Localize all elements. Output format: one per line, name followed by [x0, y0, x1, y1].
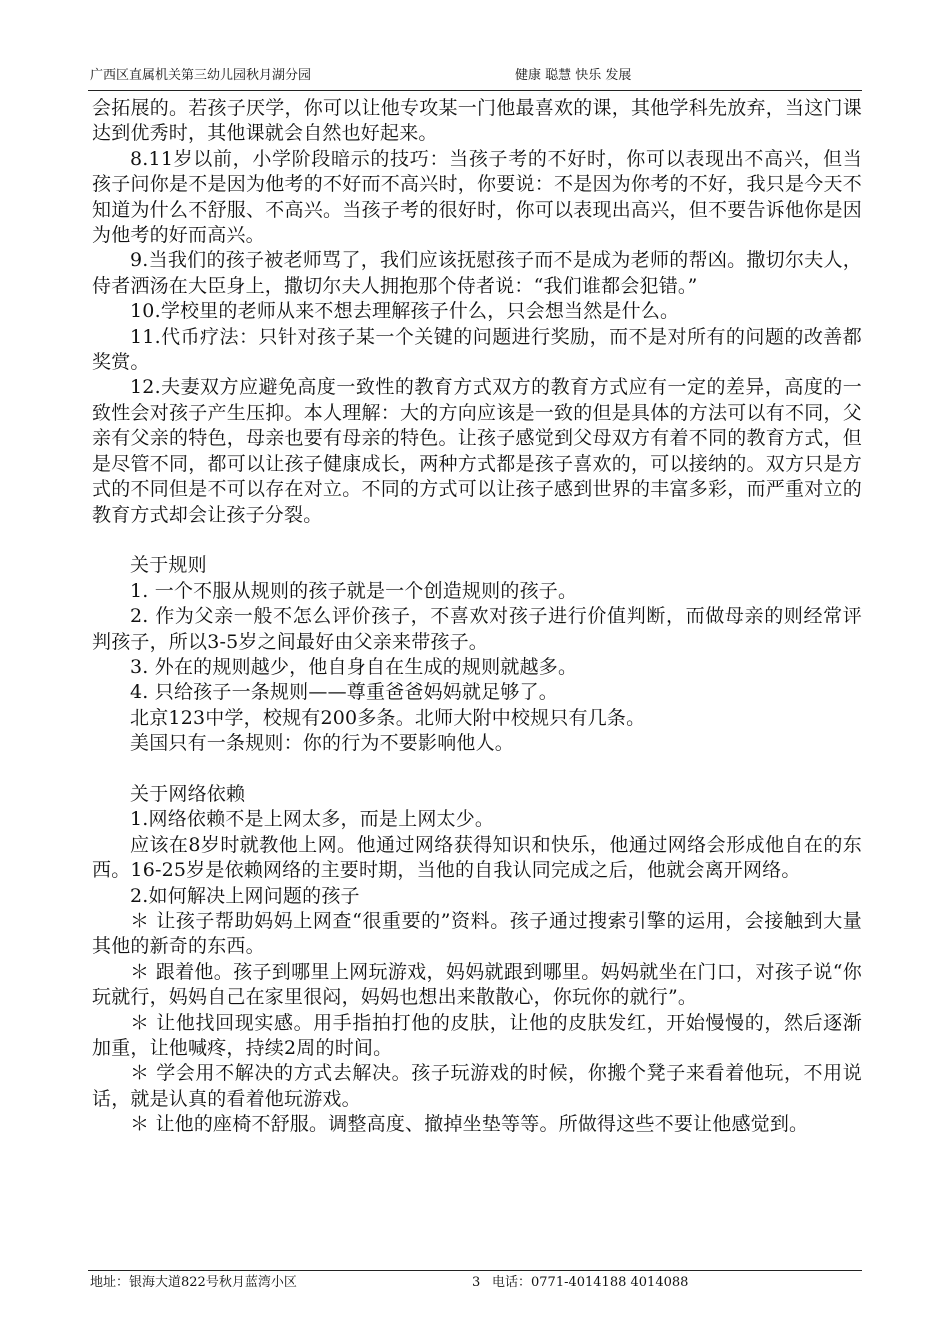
paragraph-item-12: 12.夫妻双方应避免高度一致性的教育方式双方的教育方式应有一定的差异，高度的一致性会对孩子产生压抑。本人理解：大的方向应该是一致的但是具体的方法可以有不同，父亲有父亲的特色，母亲也要有母亲的特色。让孩子感觉到父母双方有着不同的教育方式，但是尽管不同，都可以让孩子健康成长，两种方式都是孩子喜欢的，可以接纳的。双方只是方式的不同但是不可以存在对立。不同的方式可以让孩子感到世界的丰富多彩，而严重对立的教育方式却会让孩子分裂。 [92, 376, 862, 526]
paragraph-continued: 会拓展的。若孩子厌学，你可以让他专攻某一门他最喜欢的课，其他学科先放弃，当这门课达到优秀时，其他课就会自然也好起来。 [92, 97, 862, 145]
rules-item-3: 3. 外在的规则越少，他自身自在生成的规则就越多。 [130, 655, 578, 678]
internet-tip-reality: ＊ 让他找回现实感。用手指拍打他的皮肤，让他的皮肤发红，开始慢慢的，然后逐渐加重，让他喊疼，持续2周的时间。 [92, 1011, 862, 1059]
rules-item-2: 2. 作为父亲一般不怎么评价孩子，不喜欢对孩子进行价值判断，而做母亲的则经常评判孩子，所以3-5岁之间最好由父亲来带孩子。 [92, 605, 862, 653]
rules-example-beijing: 北京123中学，校规有200多条。北师大附中校规只有几条。 [130, 706, 646, 729]
header-motto: 健康 聪慧 快乐 发展 [515, 68, 632, 83]
blank-line [92, 528, 862, 553]
page-footer [88, 1270, 862, 1295]
document-body [92, 96, 862, 1138]
header-school-name: 广西区直属机关第三幼儿园秋月湖分园 [90, 68, 312, 83]
internet-tip-follow: ＊ 跟着他。孩子到哪里上网玩游戏，妈妈就跟到哪里。妈妈就坐在门口，对孩子说“你玩就行，妈妈自己在家里很闷，妈妈也想出来散散心，你玩你的就行”。 [92, 960, 862, 1009]
footer-address: 地址：银海大道822号秋月蓝湾小区 [90, 1275, 297, 1290]
rules-example-usa: 美国只有一条规则：你的行为不要影响他人。 [130, 732, 515, 755]
rules-item-4: 4. 只给孩子一条规则——尊重爸爸妈妈就足够了。 [130, 681, 558, 704]
section-heading-rules: 关于规则 [130, 554, 207, 577]
section-heading-internet: 关于网络依赖 [130, 782, 246, 805]
footer-phone: 电话：0771-4014188 4014088 [492, 1275, 689, 1290]
page-header [88, 66, 862, 91]
paragraph-item-9: 9.当我们的孩子被老师骂了，我们应该抚慰孩子而不是成为老师的帮凶。撒切尔夫人，侍者洒汤在大臣身上，撒切尔夫人拥抱那个侍者说：“我们谁都会犯错。” [92, 249, 862, 297]
internet-tip-search: ＊ 让孩子帮助妈妈上网查“很重要的”资料。孩子通过搜索引擎的运用，会接触到大量其他的新奇的东西。 [92, 909, 862, 958]
internet-item-1: 1.网络依赖不是上网太多，而是上网太少。 [130, 808, 495, 831]
internet-item-1-detail: 应该在8岁时就教他上网。他通过网络获得知识和快乐，他通过网络会形成他自在的东西。16-25岁是依赖网络的主要时期，当他的自我认同完成之后，他就会离开网络。 [92, 833, 862, 882]
internet-tip-chair: ＊ 让他的座椅不舒服。调整高度、撤掉坐垫等等。所做得这些不要让他感觉到。 [130, 1113, 809, 1136]
paragraph-item-10: 10.学校里的老师从来不想去理解孩子什么，只会想当然是什么。 [130, 300, 680, 323]
internet-item-2: 2.如何解决上网问题的孩子 [130, 884, 360, 907]
internet-tip-watch: ＊ 学会用不解决的方式去解决。孩子玩游戏的时候，你搬个凳子来看着他玩，不用说话，就是认真的看着他玩游戏。 [92, 1062, 862, 1110]
paragraph-item-8: 8.11岁以前，小学阶段暗示的技巧：当孩子考的不好时，你可以表现出不高兴，但当孩子问你是不是因为他考的不好而不高兴时，你要说：不是因为你考的不好，我只是今天不知道为什么不舒服、不高兴。当孩子考的很好时，你可以表现出高兴，但不要告诉他你是因为他考的好而高兴。 [92, 147, 862, 247]
paragraph-item-11: 11.代币疗法：只针对孩子某一个关键的问题进行奖励，而不是对所有的问题的改善都奖赏。 [92, 325, 862, 374]
blank-line [92, 757, 862, 782]
page-number: 3 [472, 1275, 481, 1290]
rules-item-1: 1. 一个不服从规则的孩子就是一个创造规则的孩子。 [130, 579, 578, 602]
